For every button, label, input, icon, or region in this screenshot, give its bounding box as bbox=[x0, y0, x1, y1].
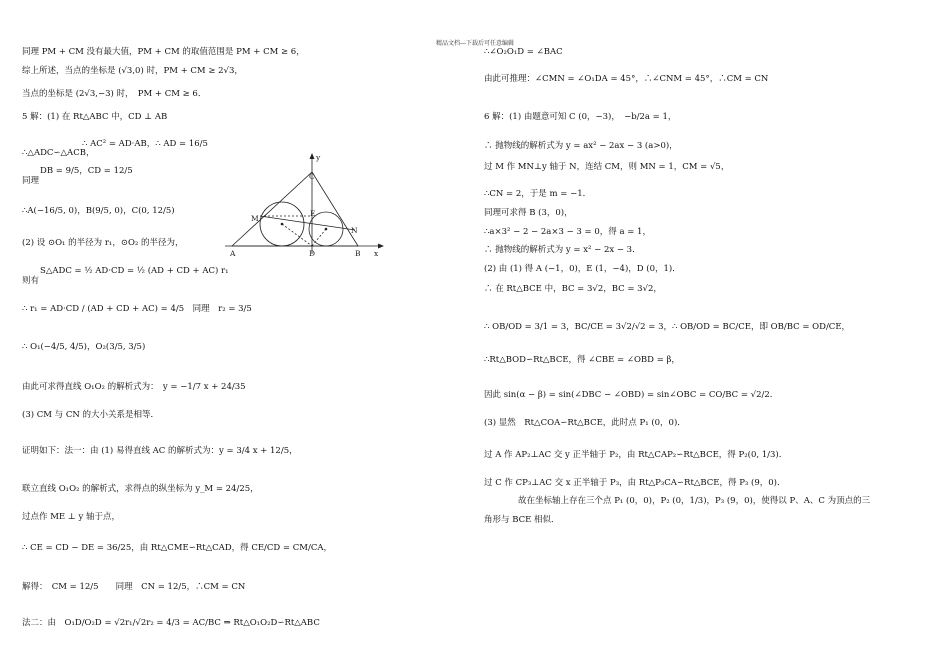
left-line-15: 由此可求得直线 O₁O₂ 的解析式为： y = −1/7 x + 24/35 bbox=[22, 382, 246, 392]
left-line-12: 则有 bbox=[22, 276, 40, 286]
left-line-1: 同理 PM + CM 没有最大值，PM + CM 的取值范围是 PM + CM ≥ 6， bbox=[22, 47, 305, 57]
point-o1 bbox=[281, 223, 284, 226]
label-y: y bbox=[316, 153, 321, 162]
triangle-abc bbox=[232, 172, 358, 246]
point-o2 bbox=[325, 228, 328, 231]
right-line-9: ∴ 抛物线的解析式为 y = x² − 2x − 3． bbox=[484, 245, 641, 255]
right-line-3: 6 解：(1) 由题意可知 C (0，−3)， −b/2a = 1， bbox=[484, 112, 677, 122]
left-line-7: DB = 9/5，CD = 12/5 bbox=[40, 166, 133, 176]
right-line-5: 过 M 作 MN⊥y 轴于 N，连结 CM，则 MN = 1，CM = √5， bbox=[484, 162, 730, 172]
left-line-6: ∴△ADC∽△ACB， bbox=[22, 148, 95, 158]
label-m: M bbox=[251, 214, 259, 223]
left-line-17: 证明如下：法一：由 (1) 易得直线 AC 的解析式为：y = 3/4 x + 12/5， bbox=[22, 446, 298, 456]
geometry-figure bbox=[220, 150, 390, 260]
right-line-18: 故在坐标轴上存在三个点 P₁ (0，0)，P₂ (0，1/3)，P₃ (9，0)，使得以 P、A、C 为顶点的三 bbox=[518, 496, 871, 506]
label-e: E bbox=[310, 209, 316, 218]
right-line-19: 角形与 BCE 相似． bbox=[484, 515, 560, 525]
left-line-2: 综上所述，当点的坐标是 (√3,0) 时，PM + CM ≥ 2√3， bbox=[22, 66, 243, 76]
right-line-12: ∴ OB/OD = 3/1 = 3，BC/CE = 3√2/√2 = 3，∴ OB/OD = BC/CE，即 OB/BC = OD/CE， bbox=[484, 322, 851, 332]
right-line-4: ∴ 抛物线的解析式为 y = ax² − 2ax − 3 (a>0)， bbox=[484, 141, 678, 151]
left-line-10: (2) 设 ⊙O₁ 的半径为 r₁，⊙O₂ 的半径为， bbox=[22, 238, 184, 248]
label-x: x bbox=[374, 249, 379, 258]
dash-o2d bbox=[312, 229, 326, 246]
label-d: D bbox=[309, 249, 316, 258]
right-line-11: ∴ 在 Rt△BCE 中，BC = 3√2，BC = 3√2， bbox=[484, 284, 662, 294]
label-a: A bbox=[230, 249, 236, 258]
label-c: C bbox=[309, 172, 315, 181]
left-line-13: ∴ r₁ = AD·CD / (AD + CD + AC) = 4/5 同理 r₂ = 3/5 bbox=[22, 304, 252, 314]
right-line-15: (3) 显然 Rt△COA∽Rt△BCE，此时点 P₁ (0，0)． bbox=[484, 418, 686, 428]
left-line-8: 同理 bbox=[22, 176, 40, 186]
label-b: B bbox=[355, 249, 361, 258]
right-line-1: ∴∠O₂O₁D = ∠BAC bbox=[484, 47, 563, 57]
left-line-5: ∴ AC² = AD·AB，∴ AD = 16/5 bbox=[82, 139, 208, 149]
right-line-14: 因此 sin(α − β) = sin(∠DBC − ∠OBD) = sin∠OBC = CO/BC = √2/2． bbox=[484, 390, 779, 400]
right-line-10: (2) 由 (1) 得 A (−1，0)，E (1，−4)，D (0，1)． bbox=[484, 264, 681, 274]
right-line-8: ∴a×3² − 2 − 2a×3 − 3 = 0，得 a = 1， bbox=[484, 227, 651, 237]
right-line-16: 过 A 作 AP₂⊥AC 交 y 正半轴于 P₂，由 Rt△CAP₂∽Rt△BCE，得 P₂(0, 1/3)． bbox=[484, 450, 788, 460]
left-line-16: (3) CM 与 CN 的大小关系是相等． bbox=[22, 410, 159, 420]
right-line-2: 由此可推理：∠CMN = ∠O₁DA = 45°，∴∠CNM = 45°，∴CM = CN bbox=[484, 74, 769, 84]
left-line-9: ∴A(−16/5, 0)，B(9/5, 0)，C(0, 12/5) bbox=[22, 206, 175, 216]
left-line-19: 过点作 ME ⊥ y 轴于点， bbox=[22, 512, 121, 522]
right-line-13: ∴Rt△BOD∽Rt△BCE，得 ∠CBE = ∠OBD = β， bbox=[484, 355, 680, 365]
left-line-21: 解得： CM = 12/5 同理 CN = 12/5，∴CM = CN bbox=[22, 582, 246, 592]
page-header: 精品文档---下载后可任意编辑 bbox=[435, 40, 515, 47]
right-line-7: 同理可求得 B (3，0)， bbox=[484, 208, 573, 218]
left-line-18: 联立直线 O₁O₂ 的解析式，求得点的纵坐标为 y_M = 24/25， bbox=[22, 484, 259, 494]
left-line-22: 法二：由 O₁D/O₂D = √2r₁/√2r₂ = 4/3 = AC/BC ⇒ Rt△O₁O₂D∽Rt△ABC bbox=[22, 618, 320, 628]
label-n: N bbox=[351, 226, 358, 235]
right-line-6: ∴CN = 2，于是 m = −1． bbox=[484, 189, 592, 199]
left-line-20: ∴ CE = CD − DE = 36/25，由 Rt△CME∽Rt△CAD，得 CE/CD = CM/CA， bbox=[22, 543, 332, 553]
x-arrow bbox=[378, 244, 384, 249]
left-line-11: S△ADC = ½ AD·CD = ½ (AD + CD + AC) r₁ bbox=[40, 266, 229, 276]
left-line-4: 5 解：(1) 在 Rt△ABC 中，CD ⊥ AB bbox=[22, 112, 168, 122]
left-line-3: 当点的坐标是 (2√3,−3) 时， PM + CM ≥ 6． bbox=[22, 89, 207, 99]
dash-o1d bbox=[282, 224, 312, 246]
y-arrow bbox=[310, 153, 315, 159]
left-line-14: ∴ O₁(−4/5, 4/5)，O₂(3/5, 3/5) bbox=[22, 342, 146, 352]
right-line-17: 过 C 作 CP₃⊥AC 交 x 正半轴于 P₃，由 Rt△P₃CA∽Rt△BCE，得 P₃ (9，0)． bbox=[484, 478, 786, 488]
